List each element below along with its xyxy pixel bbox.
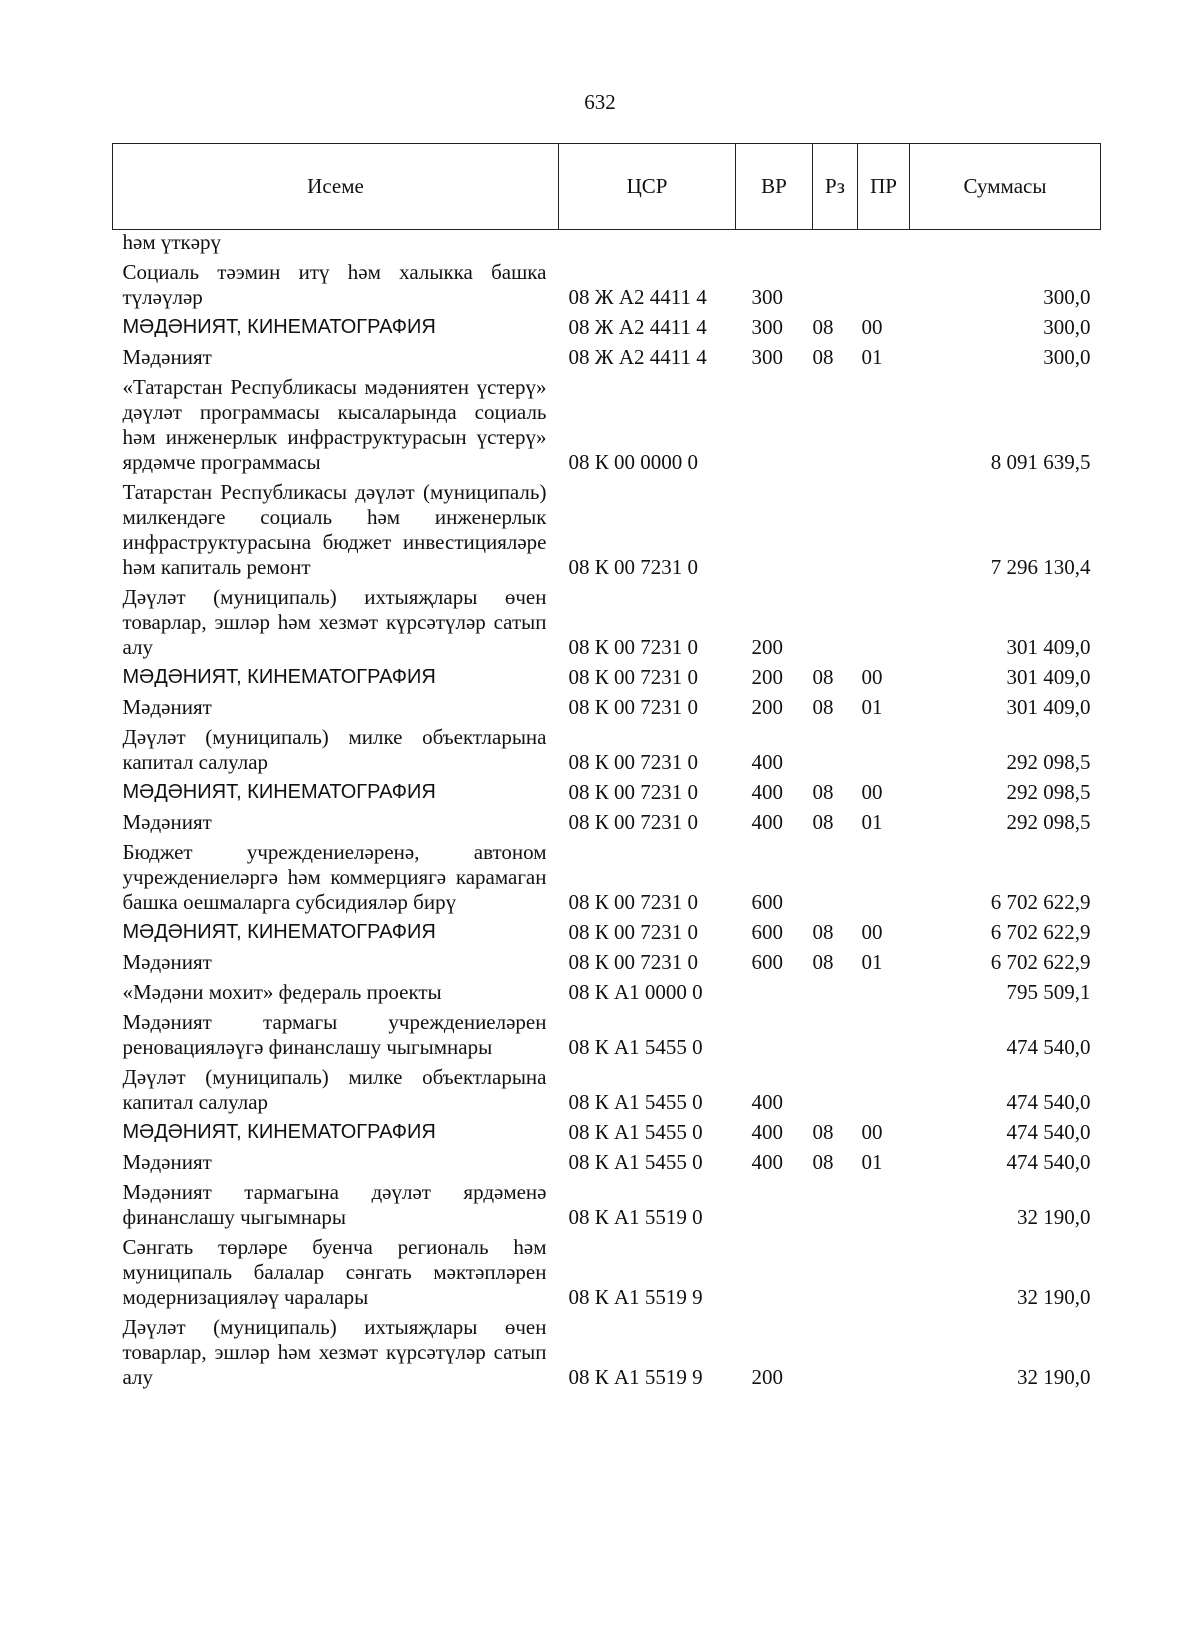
cell-pr: 00 bbox=[861, 780, 883, 804]
table-body bbox=[113, 230, 1101, 1391]
cell-sum: 795 509,1 bbox=[1006, 980, 1091, 1004]
cell-vr: 300 bbox=[751, 285, 783, 309]
cell-pr: 01 bbox=[861, 695, 883, 719]
cell-vr: 300 bbox=[751, 345, 783, 369]
cell-name: Сәнгать төрләре буенча региональ һәм муниципаль балалар сәнгать мәктәпләрен модернизацияләү чаралары bbox=[122, 1235, 547, 1309]
cell-rz bbox=[813, 1060, 858, 1115]
cell-sum: 7 296 130,4 bbox=[990, 555, 1091, 579]
cell-pr bbox=[858, 475, 910, 580]
table-row bbox=[113, 835, 1101, 915]
table-row bbox=[113, 915, 1101, 945]
cell-csr: 08 К 00 7231 0 bbox=[568, 555, 699, 579]
cell-vr bbox=[736, 475, 813, 580]
cell-name: Дәүләт (муниципаль) ихтыяҗлары өчен товарлар, эшләр һәм хезмәт күрсәтүләр сатып алу bbox=[122, 1315, 547, 1389]
cell-name: Мәдәният тармагына дәүләт ярдәменә финанслашу чыгымнары bbox=[122, 1180, 547, 1229]
cell-vr bbox=[736, 1230, 813, 1310]
table-row bbox=[113, 720, 1101, 775]
cell-pr: 01 bbox=[861, 345, 883, 369]
cell-csr: 08 К 00 7231 0 bbox=[568, 635, 699, 659]
table-row bbox=[113, 660, 1101, 690]
cell-vr: 400 bbox=[751, 1120, 783, 1144]
cell-vr bbox=[736, 230, 813, 256]
cell-rz: 08 bbox=[812, 1150, 834, 1174]
header-rz: Рз bbox=[813, 144, 858, 230]
table-row bbox=[113, 475, 1101, 580]
cell-sum: 301 409,0 bbox=[1006, 635, 1091, 659]
cell-rz: 08 bbox=[812, 780, 834, 804]
cell-pr bbox=[858, 720, 910, 775]
cell-name: МӘДӘНИЯТ, КИНЕМАТОГРАФИЯ bbox=[122, 781, 436, 803]
cell-name: «Татарстан Республикасы мәдәниятен үстерү» дәүләт программасы кысаларында социаль һәм инженерлык инфраструктурасын үстерү» ярдәмче программасы bbox=[122, 375, 547, 474]
cell-vr: 600 bbox=[751, 890, 783, 914]
cell-csr: 08 К А1 5519 9 bbox=[568, 1365, 703, 1389]
cell-rz bbox=[813, 370, 858, 475]
table-row bbox=[113, 690, 1101, 720]
cell-name: Мәдәният bbox=[122, 1150, 212, 1174]
budget-table-container bbox=[112, 143, 1100, 1390]
cell-sum: 474 540,0 bbox=[1006, 1150, 1091, 1174]
cell-name: Татарстан Республикасы дәүләт (муниципаль) милкендәге социаль һәм инженерлык инфраструктурасына бюджет инвестицияләре һәм капиталь ремонт bbox=[122, 480, 547, 579]
table-row bbox=[113, 580, 1101, 660]
cell-pr bbox=[858, 835, 910, 915]
cell-csr: 08 К 00 7231 0 bbox=[568, 810, 699, 834]
table-row bbox=[113, 805, 1101, 835]
cell-sum bbox=[910, 230, 1101, 256]
table-row bbox=[113, 975, 1101, 1005]
cell-name: Мәдәният тармагы учреждениеләрен реновацияләүгә финанслашу чыгымнары bbox=[122, 1010, 547, 1059]
table-row bbox=[113, 310, 1101, 340]
table-header bbox=[113, 144, 1101, 230]
cell-sum: 6 702 622,9 bbox=[990, 920, 1091, 944]
table-row bbox=[113, 370, 1101, 475]
cell-rz bbox=[813, 975, 858, 1005]
cell-name: Мәдәният bbox=[122, 345, 212, 369]
cell-sum: 292 098,5 bbox=[1006, 750, 1091, 774]
cell-name: Мәдәният bbox=[122, 810, 212, 834]
table-row bbox=[113, 945, 1101, 975]
header-row bbox=[113, 144, 1101, 230]
cell-sum: 6 702 622,9 bbox=[990, 890, 1091, 914]
cell-rz bbox=[813, 255, 858, 310]
cell-csr: 08 К А1 5455 0 bbox=[568, 1035, 703, 1059]
cell-csr: 08 К А1 5455 0 bbox=[568, 1120, 703, 1144]
cell-rz: 08 bbox=[812, 345, 834, 369]
cell-sum: 292 098,5 bbox=[1006, 810, 1091, 834]
cell-csr: 08 К 00 7231 0 bbox=[568, 695, 699, 719]
cell-name: Социаль тәэмин итү һәм халыкка башка түләүләр bbox=[122, 260, 547, 309]
cell-vr: 400 bbox=[751, 810, 783, 834]
cell-name: Дәүләт (муниципаль) ихтыяҗлары өчен товарлар, эшләр һәм хезмәт күрсәтүләр сатып алу bbox=[122, 585, 547, 659]
cell-pr bbox=[858, 1230, 910, 1310]
cell-rz bbox=[813, 1175, 858, 1230]
table-row bbox=[113, 1145, 1101, 1175]
cell-rz bbox=[813, 835, 858, 915]
cell-sum: 474 540,0 bbox=[1006, 1120, 1091, 1144]
cell-name: Дәүләт (муниципаль) милке объектларына капитал салулар bbox=[122, 1065, 547, 1114]
table-row bbox=[113, 1310, 1101, 1390]
cell-csr bbox=[559, 230, 736, 256]
cell-rz bbox=[813, 1005, 858, 1060]
cell-vr: 400 bbox=[751, 1090, 783, 1114]
cell-sum: 301 409,0 bbox=[1006, 695, 1091, 719]
cell-vr bbox=[736, 975, 813, 1005]
cell-name: «Мәдәни мохит» федераль проекты bbox=[122, 980, 442, 1004]
cell-pr: 01 bbox=[861, 1150, 883, 1174]
header-vr: ВР bbox=[736, 144, 813, 230]
cell-rz bbox=[813, 580, 858, 660]
cell-sum: 474 540,0 bbox=[1006, 1090, 1091, 1114]
cell-name: МӘДӘНИЯТ, КИНЕМАТОГРАФИЯ bbox=[122, 316, 436, 338]
cell-csr: 08 К 00 0000 0 bbox=[568, 450, 699, 474]
cell-rz bbox=[813, 1310, 858, 1390]
cell-pr: 00 bbox=[861, 920, 883, 944]
cell-csr: 08 К 00 7231 0 bbox=[568, 750, 699, 774]
cell-vr: 600 bbox=[751, 920, 783, 944]
table-row bbox=[113, 255, 1101, 310]
cell-pr: 00 bbox=[861, 1120, 883, 1144]
cell-sum: 8 091 639,5 bbox=[990, 450, 1091, 474]
cell-vr: 400 bbox=[751, 750, 783, 774]
cell-rz bbox=[813, 1230, 858, 1310]
cell-csr: 08 К 00 7231 0 bbox=[568, 780, 699, 804]
cell-pr: 00 bbox=[861, 315, 883, 339]
cell-csr: 08 Ж А2 4411 4 bbox=[568, 285, 707, 309]
header-pr: ПР bbox=[858, 144, 910, 230]
cell-rz: 08 bbox=[812, 950, 834, 974]
cell-sum: 474 540,0 bbox=[1006, 1035, 1091, 1059]
cell-sum: 6 702 622,9 bbox=[990, 950, 1091, 974]
cell-vr bbox=[736, 370, 813, 475]
table-row bbox=[113, 230, 1101, 256]
table-row bbox=[113, 340, 1101, 370]
cell-pr: 01 bbox=[861, 950, 883, 974]
cell-vr: 200 bbox=[751, 1365, 783, 1389]
cell-csr: 08 К А1 5519 0 bbox=[568, 1205, 703, 1229]
cell-csr: 08 К 00 7231 0 bbox=[568, 920, 699, 944]
cell-pr: 00 bbox=[861, 665, 883, 689]
cell-rz: 08 bbox=[812, 695, 834, 719]
cell-pr bbox=[858, 1310, 910, 1390]
budget-table bbox=[112, 143, 1101, 1390]
cell-rz bbox=[813, 720, 858, 775]
cell-vr: 200 bbox=[751, 665, 783, 689]
header-name: Исеме bbox=[113, 144, 559, 230]
cell-vr bbox=[736, 1175, 813, 1230]
cell-name: МӘДӘНИЯТ, КИНЕМАТОГРАФИЯ bbox=[122, 1121, 436, 1143]
table-row bbox=[113, 1230, 1101, 1310]
cell-name: Мәдәният bbox=[122, 695, 212, 719]
cell-name: Дәүләт (муниципаль) милке объектларына капитал салулар bbox=[122, 725, 547, 774]
cell-rz: 08 bbox=[812, 810, 834, 834]
cell-name: МӘДӘНИЯТ, КИНЕМАТОГРАФИЯ bbox=[122, 921, 436, 943]
cell-pr bbox=[858, 255, 910, 310]
cell-csr: 08 К 00 7231 0 bbox=[568, 665, 699, 689]
cell-sum: 32 190,0 bbox=[1017, 1285, 1091, 1309]
cell-vr: 400 bbox=[751, 1150, 783, 1174]
cell-pr bbox=[858, 1005, 910, 1060]
page-number: 632 bbox=[584, 90, 616, 114]
cell-pr bbox=[858, 975, 910, 1005]
cell-name: һәм үткәрү bbox=[122, 230, 222, 254]
cell-vr: 200 bbox=[751, 695, 783, 719]
cell-pr bbox=[858, 1175, 910, 1230]
cell-sum: 300,0 bbox=[1043, 315, 1091, 339]
cell-pr bbox=[858, 370, 910, 475]
cell-vr bbox=[736, 1005, 813, 1060]
cell-sum: 300,0 bbox=[1043, 285, 1091, 309]
cell-csr: 08 К А1 5455 0 bbox=[568, 1090, 703, 1114]
cell-csr: 08 К А1 0000 0 bbox=[568, 980, 703, 1004]
cell-vr: 600 bbox=[751, 950, 783, 974]
cell-csr: 08 Ж А2 4411 4 bbox=[568, 345, 707, 369]
cell-vr: 200 bbox=[751, 635, 783, 659]
cell-sum: 32 190,0 bbox=[1017, 1205, 1091, 1229]
table-row bbox=[113, 775, 1101, 805]
cell-sum: 292 098,5 bbox=[1006, 780, 1091, 804]
table-row bbox=[113, 1115, 1101, 1145]
cell-rz bbox=[813, 475, 858, 580]
header-csr: ЦСР bbox=[559, 144, 736, 230]
cell-name: МӘДӘНИЯТ, КИНЕМАТОГРАФИЯ bbox=[122, 666, 436, 688]
cell-csr: 08 К А1 5455 0 bbox=[568, 1150, 703, 1174]
cell-vr: 400 bbox=[751, 780, 783, 804]
cell-rz: 08 bbox=[812, 315, 834, 339]
cell-sum: 301 409,0 bbox=[1006, 665, 1091, 689]
header-sum: Суммасы bbox=[910, 144, 1101, 230]
cell-rz: 08 bbox=[812, 920, 834, 944]
table-row bbox=[113, 1175, 1101, 1230]
cell-csr: 08 К А1 5519 9 bbox=[568, 1285, 703, 1309]
cell-pr bbox=[858, 580, 910, 660]
cell-vr: 300 bbox=[751, 315, 783, 339]
cell-csr: 08 К 00 7231 0 bbox=[568, 950, 699, 974]
cell-pr bbox=[858, 230, 910, 256]
cell-rz bbox=[813, 230, 858, 256]
cell-sum: 300,0 bbox=[1043, 345, 1091, 369]
table-row bbox=[113, 1005, 1101, 1060]
cell-name: Мәдәният bbox=[122, 950, 212, 974]
cell-name: Бюджет учреждениеләренә, автоном учреждениеләргә һәм коммерциягә карамаган башка оешмаларга субсидияләр бирү bbox=[122, 840, 547, 914]
cell-rz: 08 bbox=[812, 1120, 834, 1144]
cell-rz: 08 bbox=[812, 665, 834, 689]
cell-csr: 08 К 00 7231 0 bbox=[568, 890, 699, 914]
cell-sum: 32 190,0 bbox=[1017, 1365, 1091, 1389]
table-row bbox=[113, 1060, 1101, 1115]
cell-csr: 08 Ж А2 4411 4 bbox=[568, 315, 707, 339]
cell-pr: 01 bbox=[861, 810, 883, 834]
cell-pr bbox=[858, 1060, 910, 1115]
